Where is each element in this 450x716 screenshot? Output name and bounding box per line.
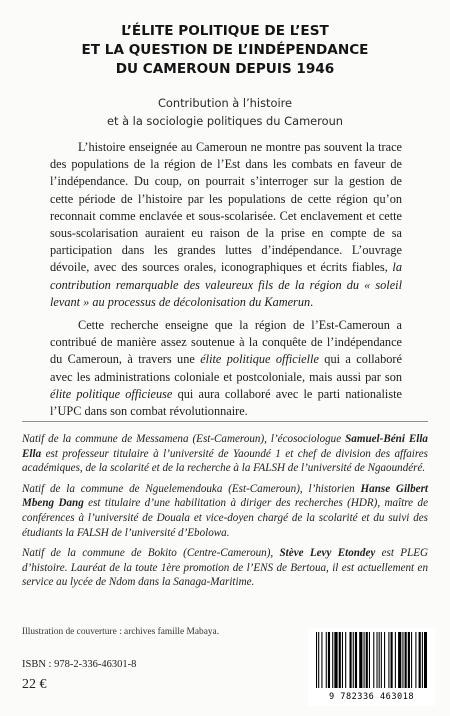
barcode-bar <box>345 632 346 688</box>
barcode-bar <box>395 632 396 688</box>
barcode-bar <box>318 632 319 688</box>
barcode-bar <box>408 632 410 688</box>
bio-detail: est PLEG d’histoire. Lauréat de la toute 1ère promotion de l’ENS de Bertoua, il est actuellement en service au lycée de Ndom dans la Sanaga-Maritime. <box>22 547 428 589</box>
barcode-bar <box>391 632 393 688</box>
blurb-p1-italic: la contribution remarquable des valeureux fils de la région du « soleil levant » au processus de décolonisation du Kamerun <box>50 260 402 309</box>
section-divider <box>22 421 428 422</box>
blurb <box>50 139 402 420</box>
bio-detail: est professeur titulaire à l’université de Yaoundé 1 et chef de division des affaires académiques, de la scolarité et de la recherche à la FALSH de l’université de Ngaoundéré. <box>22 447 428 475</box>
author-name: Hanse Gilbert Mbeng Dang <box>22 482 428 510</box>
barcode-bar <box>332 632 333 688</box>
barcode-bar <box>419 632 421 688</box>
bio-detail: est titulaire d’une habilitation à diriger des recherches (HDR), maître de conférences à l’université de Douala et vice-doyen chargé de la scolarité et du suivi des étudiants la FALSH de l’université d’Ebolowa. <box>22 497 428 539</box>
barcode-bar <box>334 632 337 688</box>
blurb-p2-italic-1: élite politique officielle <box>200 352 319 367</box>
blurb-p2-b: qui a collaboré avec les administrations coloniale et postcoloniale, mais aussi par son <box>50 352 402 384</box>
bio-intro: Natif de la commune de Messamena (Est-Cameroun), l’écosociologue <box>22 433 346 445</box>
title-line-1: L’ÉLITE POLITIQUE DE L’EST <box>121 23 329 39</box>
barcode-bar <box>326 632 327 688</box>
price: 22 € <box>22 677 47 692</box>
author-name: Stève Levy Etondey <box>279 547 376 560</box>
barcode-bar <box>384 632 385 688</box>
barcode-bar <box>355 632 357 688</box>
blurb-p2-a: Cette recherche enseigne que la région de l’Est-Cameroun a contribué de manière assez soutenue à la conquête de l’indépendance du Cameroun, à travers une <box>50 318 402 367</box>
barcode-bar <box>364 632 365 688</box>
book-subtitle <box>0 94 450 130</box>
author-bio <box>22 546 428 590</box>
author-bios <box>22 432 428 590</box>
barcode-bar <box>411 632 412 688</box>
barcode-bar <box>405 632 407 688</box>
barcode-bar <box>402 632 403 688</box>
barcode-bar <box>376 632 377 688</box>
barcode-bar <box>415 632 416 688</box>
barcode-bar <box>366 632 368 688</box>
barcode-bar <box>381 632 382 688</box>
author-bio <box>22 432 428 476</box>
subtitle-line-2: et à la sociologie politiques du Cameroun <box>106 114 344 128</box>
barcode-bar <box>424 632 427 688</box>
subtitle-line-1: Contribution à l’histoire <box>157 96 293 110</box>
title-line-2: ET LA QUESTION DE L’INDÉPENDANCE <box>81 42 369 58</box>
barcode-bar <box>321 632 322 688</box>
barcode-bar <box>379 632 380 688</box>
bio-intro: Natif de la commune de Nguelemendouka (Est-Cameroun), l’historien <box>22 482 361 495</box>
book-title <box>0 22 450 79</box>
blurb-paragraph-2 <box>50 317 402 420</box>
barcode-bar <box>388 632 389 688</box>
barcode-bars <box>316 632 427 690</box>
barcode-bar <box>369 632 370 688</box>
barcode-bar <box>328 632 330 688</box>
barcode-bar <box>422 632 423 688</box>
barcode-bar <box>342 632 343 688</box>
barcode-bar <box>316 632 317 688</box>
barcode-bar <box>398 632 401 688</box>
barcode-bar <box>359 632 362 688</box>
isbn: ISBN : 978-2-336-46301-8 <box>22 659 137 670</box>
bio-intro: Natif de la commune de Bokito (Centre-Cameroun), <box>22 547 280 560</box>
blurb-p2-italic-2: élite politique officieuse <box>50 386 173 401</box>
barcode-bar <box>353 632 354 688</box>
barcode-bar <box>349 632 351 688</box>
blurb-p1-end: . <box>310 294 314 309</box>
blurb-paragraph-1 <box>50 139 402 311</box>
title-line-3: DU CAMEROUN DEPUIS 1946 <box>115 61 335 77</box>
barcode-bar <box>373 632 374 688</box>
author-bio <box>22 482 428 540</box>
barcode <box>308 628 435 706</box>
cover-credit: Illustration de couverture : archives famille Mabaya. <box>22 627 220 637</box>
author-name: Samuel-Béni Ella Ella <box>22 433 428 460</box>
barcode-bar <box>339 632 341 688</box>
barcode-digits: 9 782336 463018 <box>328 692 415 702</box>
blurb-p2-c: qui aura collaboré avec le parti nationaliste l’UPC dans son combat révolutionnaire. <box>50 386 403 419</box>
blurb-p1-text: L’histoire enseignée au Cameroun ne montre pas souvent la trace des populations de la région de l’Est dans les combats en faveur de l’indépendance. Du coup, on pourrait s’interroger sur la gestion de cette période de l’histoire par les populations de cette région qu’on reconnait comme enclavée et sous-scolarisée. Cet enclavement et cette sous-scolarisation auraient eu raison de la prise en compte de sa participation dans les grandes luttes d’indépendance. L’ouvrage dévoile, avec des sources orales, iconographiques et écrits fiables, <box>50 140 402 275</box>
